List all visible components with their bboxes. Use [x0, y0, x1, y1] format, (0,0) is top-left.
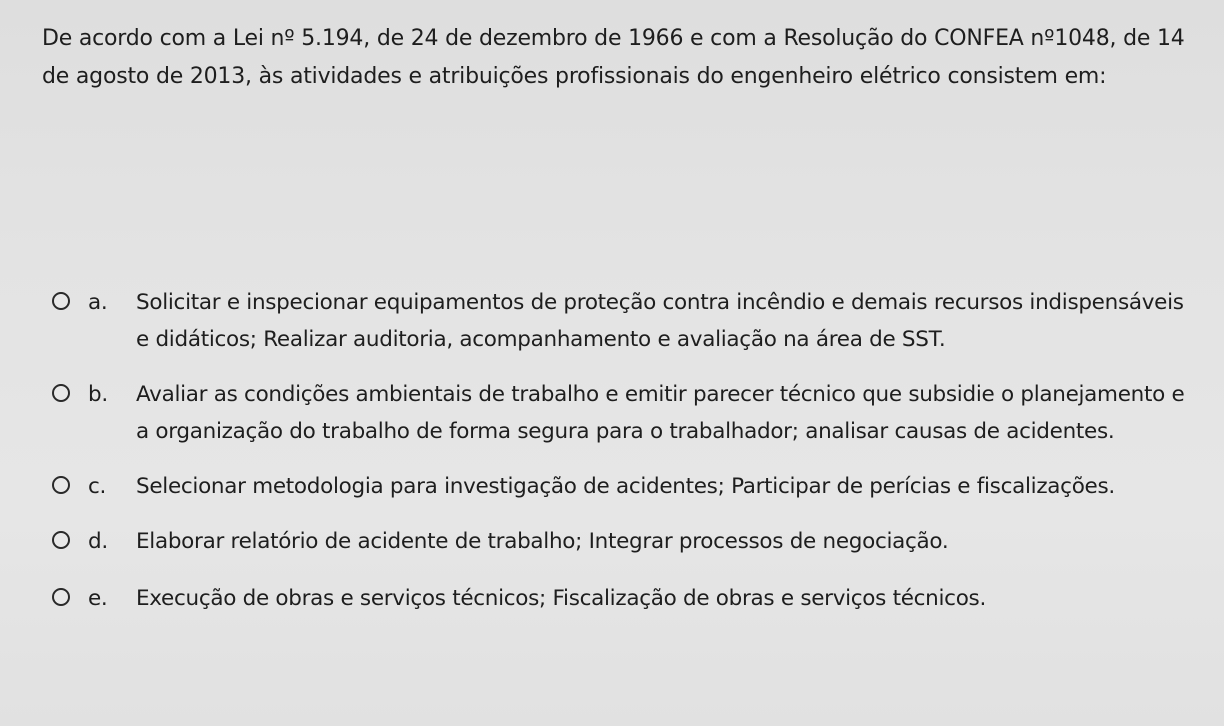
radio-button-a[interactable]: [52, 292, 70, 310]
option-text-e: Execução de obras e serviços técnicos; Fiscalização de obras e serviços técnicos.: [136, 586, 986, 611]
radio-button-e[interactable]: [52, 588, 70, 606]
option-text-b: Avaliar as condições ambientais de trabalho e emitir parecer técnico que subsidie o planejamento e a organização do trabalho de forma segura para o trabalhador; analisar causas de acidentes.: [136, 382, 1185, 444]
option-letter-b: b.: [88, 382, 108, 407]
option-text-d: Elaborar relatório de acidente de trabalho; Integrar processos de negociação.: [136, 529, 949, 554]
option-e[interactable]: [50, 580, 1190, 617]
option-text-a: Solicitar e inspecionar equipamentos de proteção contra incêndio e demais recursos indispensáveis e didáticos; Realizar auditoria, acompanhamento e avaliação na área de SST.: [136, 290, 1184, 352]
answer-options: [50, 284, 1190, 637]
option-letter-e: e.: [88, 586, 108, 611]
option-d[interactable]: [50, 523, 1190, 560]
option-letter-a: a.: [88, 290, 108, 315]
option-b[interactable]: [50, 376, 1190, 450]
option-c[interactable]: [50, 468, 1190, 505]
option-a[interactable]: [50, 284, 1190, 358]
radio-button-c[interactable]: [52, 476, 70, 494]
radio-button-b[interactable]: [52, 384, 70, 402]
option-text-c: Selecionar metodologia para investigação de acidentes; Participar de perícias e fiscalizações.: [136, 474, 1115, 499]
option-letter-d: d.: [88, 529, 108, 554]
option-letter-c: c.: [88, 474, 107, 499]
question-text: De acordo com a Lei nº 5.194, de 24 de dezembro de 1966 e com a Resolução do CONFEA nº1048, de 14 de agosto de 2013, às atividades e atribuições profissionais do engenheiro elétrico consistem em:: [42, 26, 1185, 89]
radio-button-d[interactable]: [52, 531, 70, 549]
